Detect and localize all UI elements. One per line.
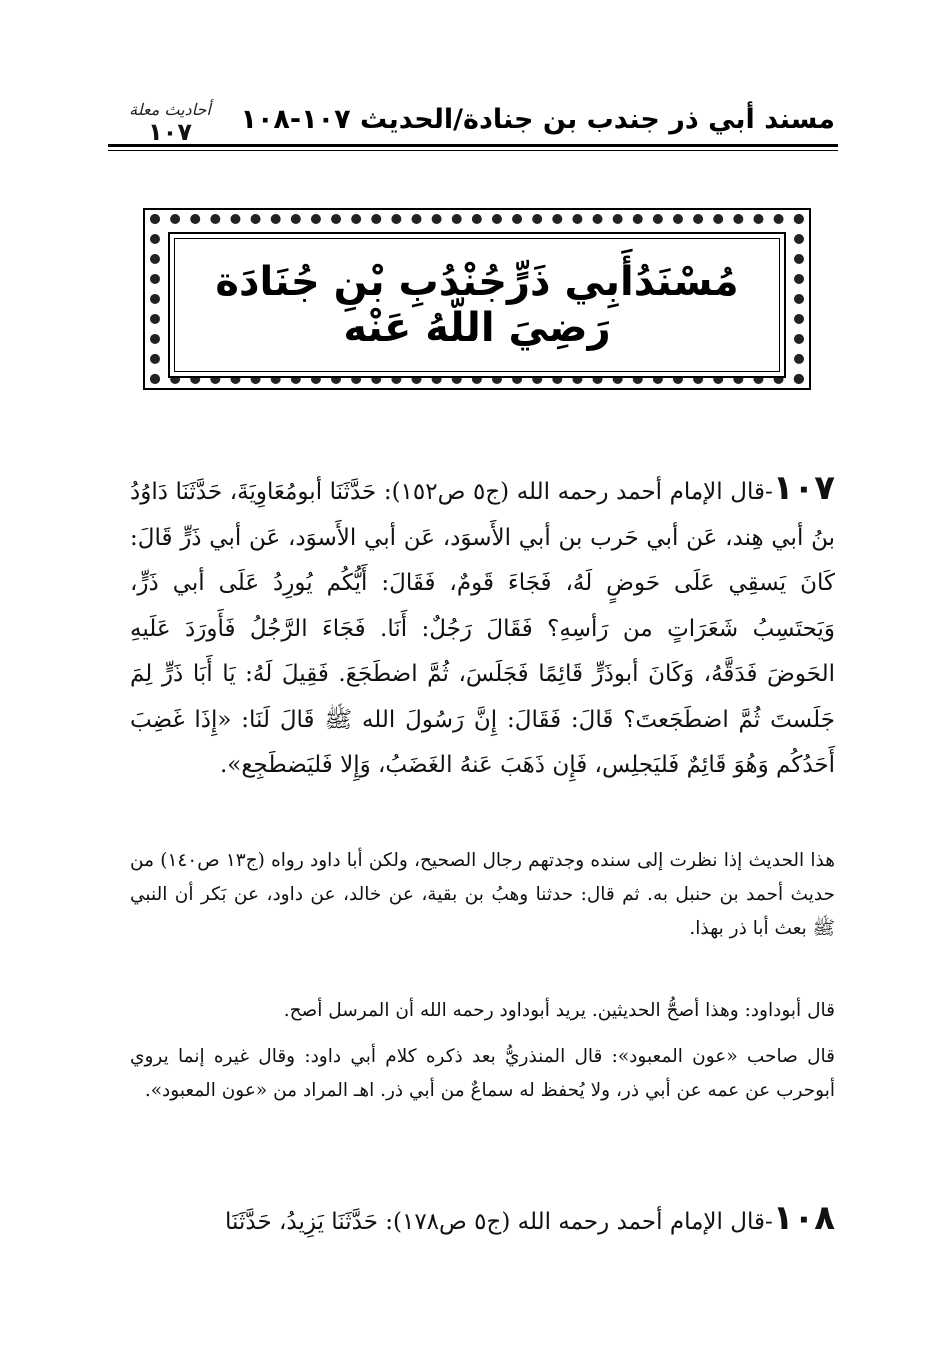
commentary-paragraph-1: هذا الحديث إذا نظرت إلى سنده وجدتهم رجال الصحيح، ولكن أبا داود رواه (ج١٣ ص١٤٠) من حديث أحمد بن حنبل به. ثم قال: حدثنا وهبُ بن بقية، عن خالد، عن داود، عن بَكر أن النبي ﷺ بعث أبا ذر بهذا. [130, 850, 836, 939]
commentary-paragraph-2: قال أبوداود: وهذا أصحُّ الحديثين. يريد أبوداود رحمه الله أن المرسل أصح. [283, 1000, 835, 1021]
hadith-number: ١٠٨ [772, 1198, 835, 1238]
header-rule [108, 144, 838, 147]
running-header-title: مسند أبي ذر جندب بن جنادة/الحديث ١٠٧-١٠٨ [240, 104, 835, 135]
hadith-108 [130, 1196, 835, 1246]
section-title: مُسْنَدُأَبِي ذَرٍّجُنْدُبِ بْنِ جُنَادَة رَضِيَ اللّهُ عَنْه [215, 259, 739, 351]
hadith-text: -قال الإمام أحمد رحمه الله (ج٥ ص١٥٢): حَدَّثَنَا أبومُعَاوِيَةَ، حَدَّثَنَا دَاوُدُ بنُ أبي هِند، عَن أبي حَرب بن أبي الأَسوَد، عَن أبي الأَسوَد، عَن أبي ذَرٍّ قَالَ: كَانَ يَسقِي عَلَى حَوضٍ لَهُ، فَجَاءَ قَومٌ، فَقَالَ: أَيُّكُم يُورِدُ عَلَى أبي ذَرٍّ، وَيَحتَسِبُ شَعَرَاتٍ من رَأسِهِ؟ فَقَالَ رَجُلٌ: أَنَا. فَجَاءَ الرَّجُلُ فَأَورَدَ عَلَيهِ الحَوضَ فَدَقَّهُ، وَكَانَ أبوذَرٍّ قَائِمًا فَجَلَسَ، ثُمَّ اضطَجَعَ. فَقِيلَ لَهُ: يَا أَبَا ذَرٍّ لِمَ جَلَستَ ثُمَّ اضطَجَعتَ؟ قَالَ: فَقَالَ: إِنَّ رَسُولَ الله ﷺ قَالَ لَنَا: «إِذَا غَضِبَ أَحَدُكُم وَهُوَ قَائِمٌ فَليَجلِس، فَإِن ذَهَبَ عَنهُ الغَضَبُ، وَإِلا فَليَضطَجِع». [130, 479, 835, 778]
hadith-text: -قال الإمام أحمد رحمه الله (ج٥ ص١٧٨): حَدَّثَنَا يَزِيدُ، حَدَّثَنَا [225, 1209, 773, 1235]
commentary-paragraph-3: قال صاحب «عون المعبود»: قال المنذريُّ بعد ذكره كلام أبي داود: وقال غيره إنما يروي أبوحرب عن عمه عن أبي ذر، ولا يُحفظ له سماعٌ من أبي ذر. اهـ المراد من «عون المعبود». [130, 1046, 835, 1101]
header-rule-thin [108, 150, 838, 151]
page-number: ١٠٧ [148, 118, 192, 146]
margin-note: أحاديث معلة [129, 100, 211, 119]
hadith-107 [130, 466, 835, 789]
hadith-number: ١٠٧ [772, 468, 835, 508]
